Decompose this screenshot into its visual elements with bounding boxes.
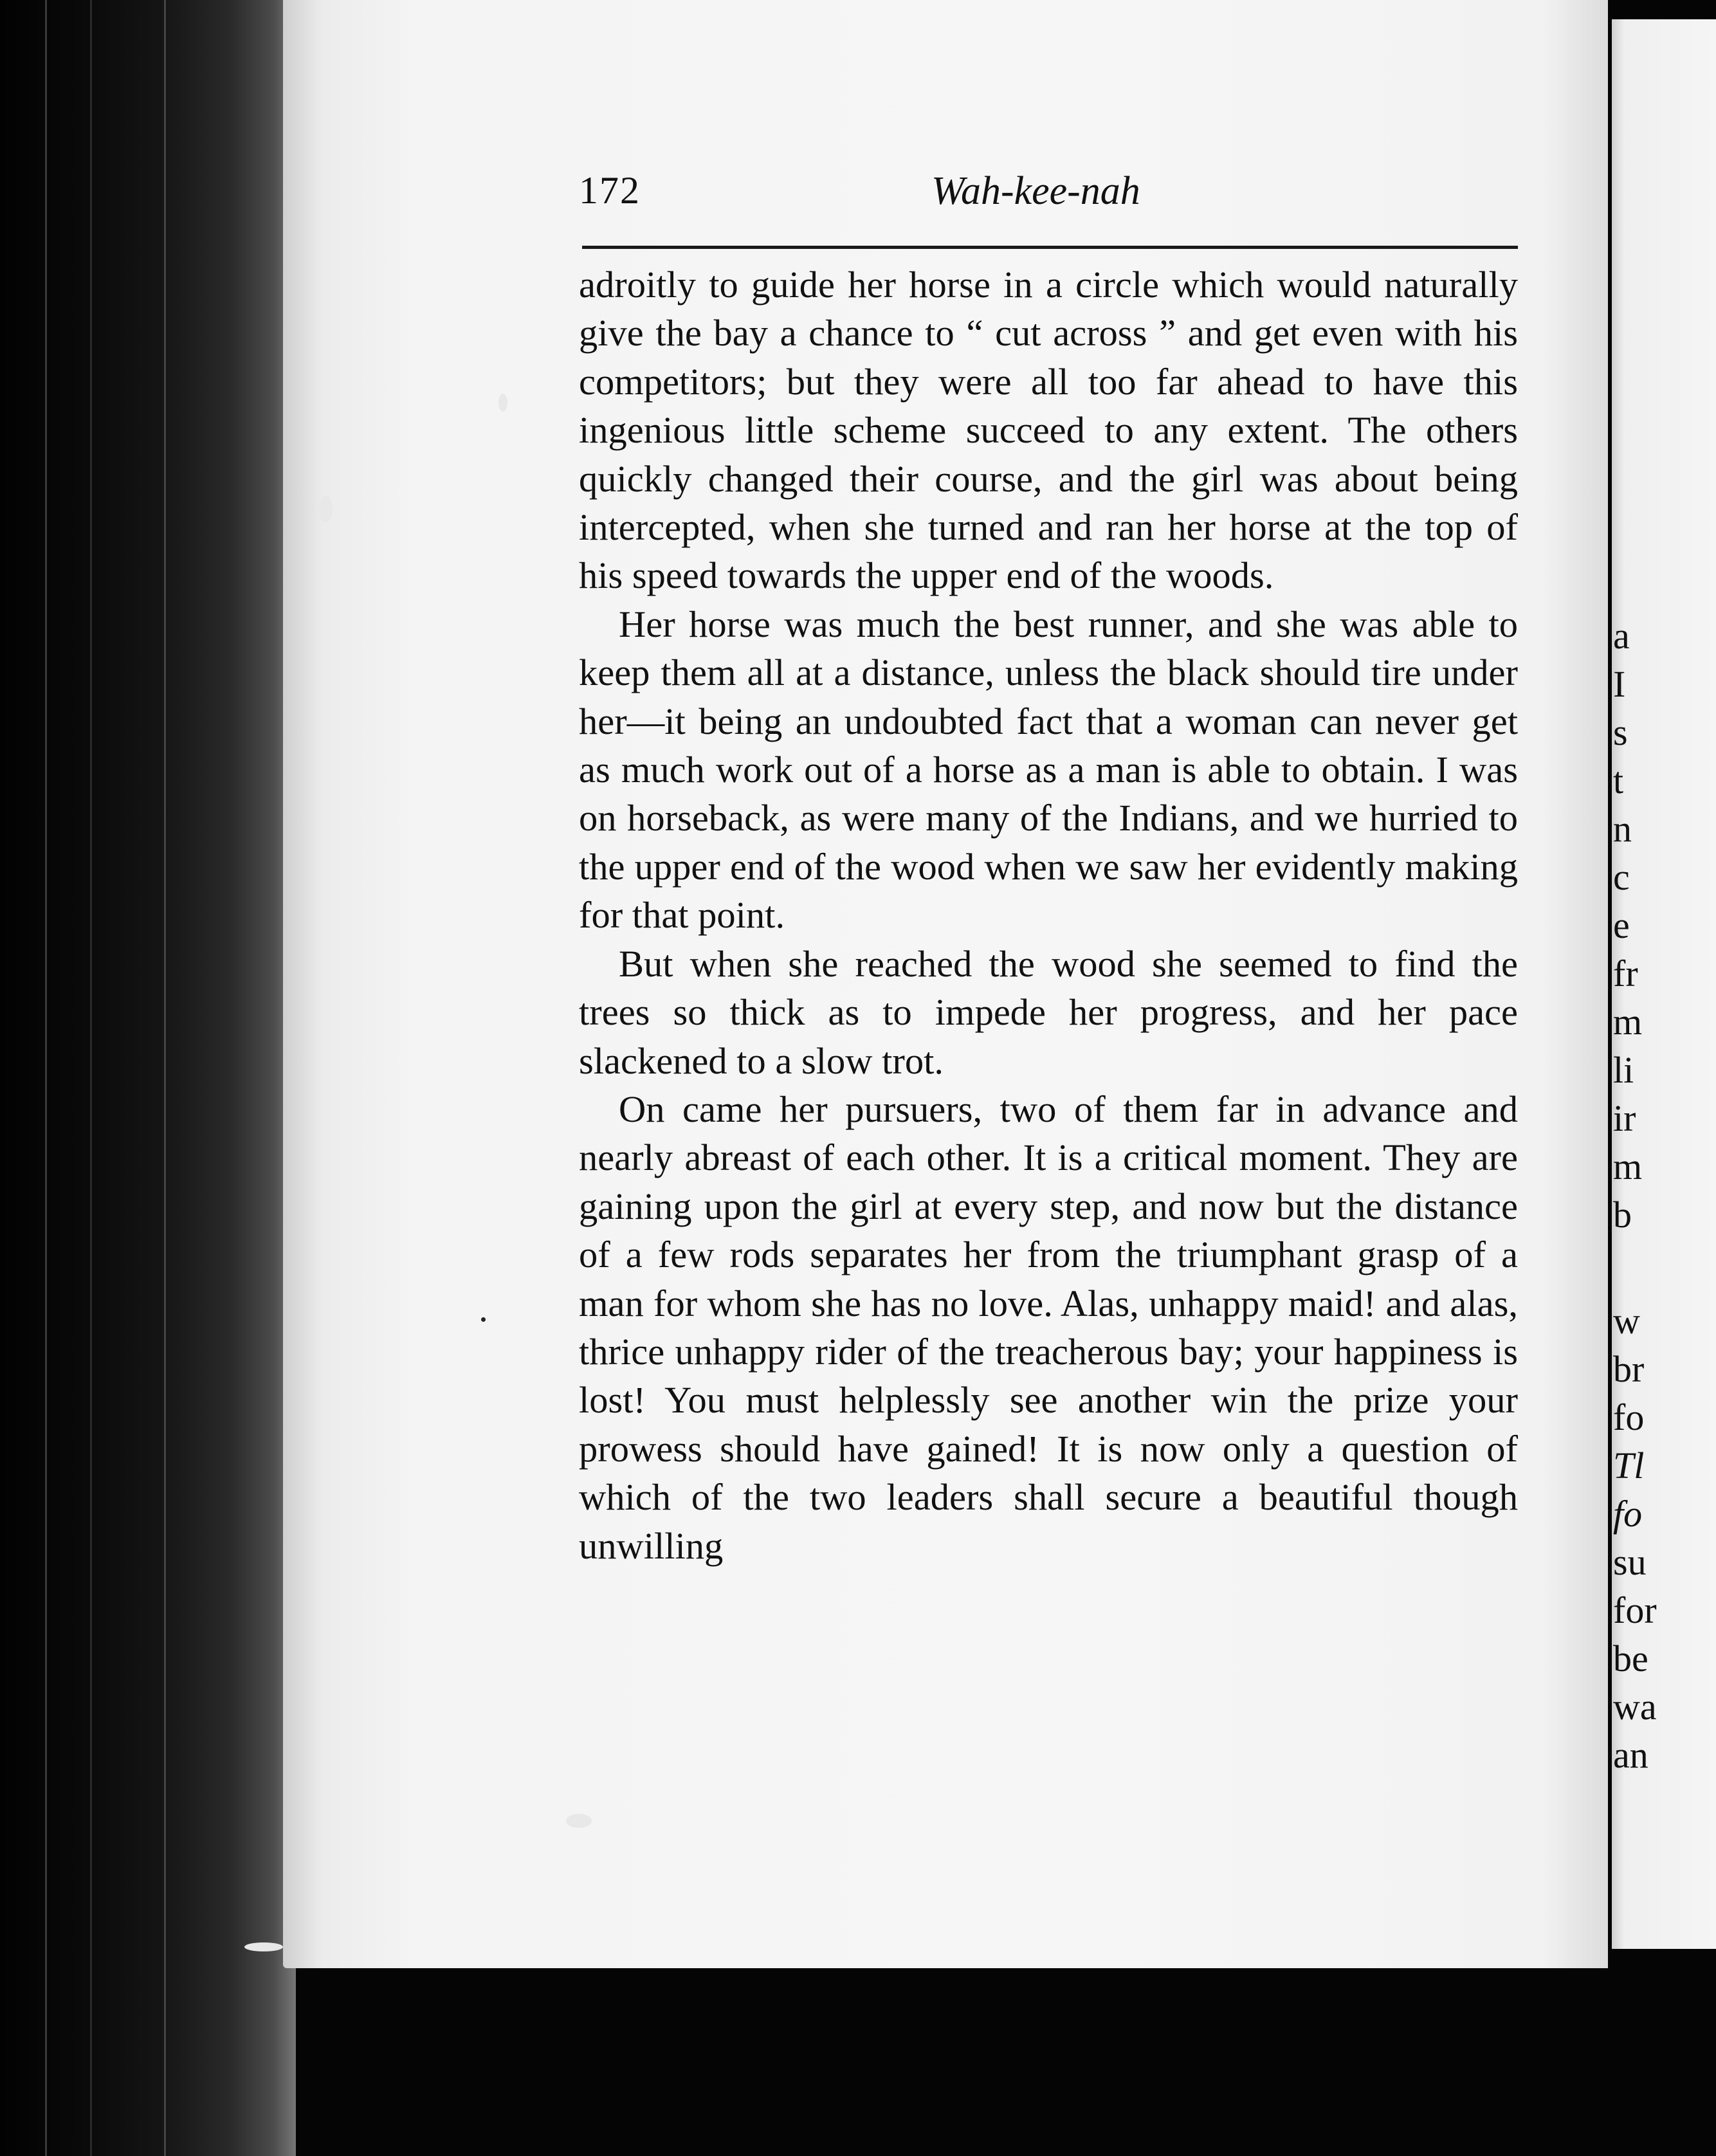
paragraph: On came her pursuers, two of them far in advance and nearly abreast of each other. It is a critical moment. They are gaining upon the girl at every step, and now but the distance of a few rods separates her from the triumphant grasp of a man for whom she has no love. Alas, unhappy maid! and alas, thrice unhappy rider of the treacherous bay; your happiness is lost! You must helplessly see another win the prize your prowess should have gained! It is now only a question of which of the two leaders shall secure a beautiful though unwilling — [579, 1088, 1518, 1567]
next-page-fragment: fo — [1613, 1493, 1643, 1535]
next-page-fragment: ir — [1613, 1097, 1636, 1139]
book-binding — [0, 0, 296, 2156]
next-page-fragment: fr — [1613, 953, 1638, 994]
binding-edge-line — [90, 0, 92, 2156]
next-page-fragment: an — [1613, 1734, 1648, 1776]
next-page-fragment: s — [1613, 711, 1628, 753]
next-page-fragment: be — [1613, 1638, 1648, 1679]
next-page-fragment: w — [1613, 1300, 1640, 1342]
binding-edge-line — [45, 0, 47, 2156]
next-page-fragment: b — [1613, 1194, 1632, 1236]
next-page-fragment: t — [1613, 760, 1624, 801]
next-page-fragment: Tl — [1613, 1445, 1645, 1486]
running-header — [579, 169, 1518, 220]
scan-blemish — [566, 1814, 592, 1828]
header-rule — [582, 246, 1518, 249]
running-title: Wah-kee-nah — [931, 169, 1140, 213]
next-page-fragment: m — [1613, 1001, 1643, 1043]
next-page-fragment: for — [1613, 1589, 1657, 1631]
page-number: 172 — [579, 169, 641, 212]
binding-edge-line — [164, 0, 166, 2156]
next-page-fragment: e — [1613, 904, 1630, 946]
next-page-edge — [1612, 19, 1716, 1949]
next-page-fragment: a — [1613, 615, 1630, 657]
paragraph: But when she reached the wood she seemed to find the trees so thick as to impede her progress, and her pace slackened to a slow trot. — [579, 942, 1518, 1082]
scan-blemish — [481, 1317, 486, 1322]
next-page-fragment: wa — [1613, 1686, 1657, 1728]
paragraph: Her horse was much the best runner, and she was able to keep them all at a distance, unless the black should tire under her—it being an undoubted fact that a woman can never get as much work out of a horse as a man is able to obtain. I was on horseback, as were many of the Indians, and we hurried to the upper end of the wood when we saw her evidently making for that point. — [579, 603, 1518, 936]
next-page-fragment: br — [1613, 1348, 1645, 1390]
body-text — [579, 260, 1518, 1570]
next-page-fragment: su — [1613, 1541, 1647, 1583]
paragraph: adroitly to guide her horse in a circle which would naturally give the bay a chance to “ cut across ” and get even with his competitors; but they were all too far ahead to have this ingenious little scheme succeed to any extent. The others quickly changed their course, and the girl was about being intercepted, when she turned and ran her horse at the top of his speed towards the upper end of the woods. — [579, 264, 1518, 597]
next-page-fragment: li — [1613, 1049, 1634, 1091]
scan-blemish — [244, 1942, 283, 1951]
next-page-fragment: I — [1613, 663, 1626, 705]
next-page-fragment: m — [1613, 1146, 1643, 1187]
scan-blemish — [318, 495, 333, 522]
scan-blemish — [498, 394, 507, 412]
next-page-fragment: c — [1613, 856, 1630, 898]
next-page-fragment: n — [1613, 808, 1632, 850]
next-page-fragment: fo — [1613, 1396, 1645, 1438]
